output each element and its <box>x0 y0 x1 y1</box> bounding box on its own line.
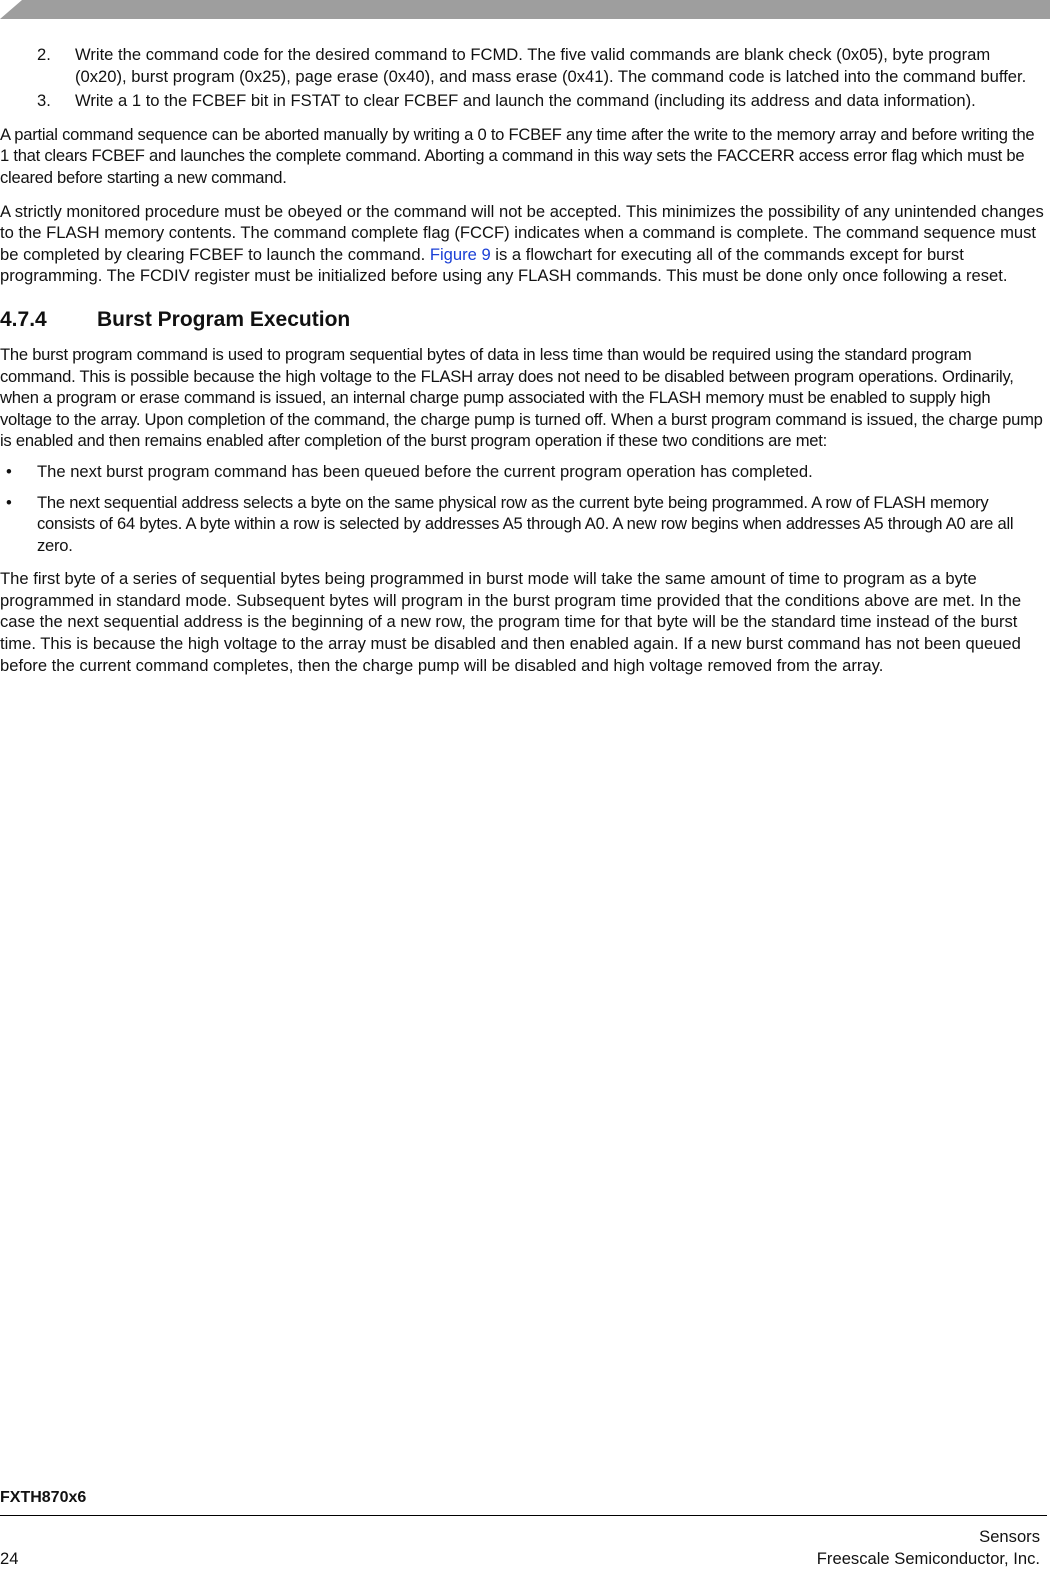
step-number: 2. <box>37 45 51 64</box>
footer-divider <box>0 1515 1047 1516</box>
bullet-text: The next sequential address selects a byte on the same physical row as the current byte being programmed. A row of FLASH memory consists of 64 bytes. A byte within a row is selected by addresses A5 through A0. A new row begins when addresses A5 through A0 are all zero. <box>37 492 1014 555</box>
header-bar <box>0 0 1050 19</box>
step-number: 3. <box>37 91 51 111</box>
bullet-item <box>0 492 1045 557</box>
footer-category: Sensors <box>979 1527 1040 1546</box>
page-body <box>0 44 1045 676</box>
step-text: Write a 1 to the FCBEF bit in FSTAT to clear FCBEF and launch the command (including its address and data information). <box>75 91 976 111</box>
paragraph-procedure <box>0 201 1045 287</box>
step-text: Write the command code for the desired command to FCMD. The five valid commands are blank check (0x05), byte program (0x20), burst program (0x25), page erase (0x40), and mass erase (0x41). The command code is latched into the command buffer. <box>75 45 1027 86</box>
bullet-text: The next burst program command has been queued before the current program operation has completed. <box>37 461 813 481</box>
bullet-mark: • <box>6 492 12 512</box>
page-number: 24 <box>0 1549 19 1568</box>
footer-doc-title: FXTH870x6 <box>0 1489 87 1506</box>
paragraph-burst-intro: The burst program command is used to program sequential bytes of data in less time than would be required using the standard program command. This is possible because the high voltage to the FLASH array does not need to be disabled between program operations. Ordinarily, when a program or erase command is issued, an internal charge pump associated with the FLASH memory must be enabled to supply high voltage to the array. Upon completion of the command, the charge pump is turned off. When a burst program command is issued, the charge pump is enabled and then remains enabled after completion of the burst program operation if these two conditions are met: <box>0 344 1043 451</box>
footer-company: Freescale Semiconductor, Inc. <box>816 1549 1040 1568</box>
section-number: 4.7.4 <box>0 307 47 331</box>
paragraph-text: is a flowchart for executing all of the commands except for burst programming. The FCDIV register must be initialized before using any FLASH commands. This must be done only once following a reset. <box>0 244 1008 286</box>
section-title: Burst Program Execution <box>97 307 351 331</box>
bullet-mark: • <box>6 461 12 481</box>
paragraph-abort: A partial command sequence can be aborted manually by writing a 0 to FCBEF any time after the write to the memory array and before writing the 1 that clears FCBEF and launches the complete command. Aborting a command in this way sets the FACCERR access error flag which must be cleared before starting a new command. <box>0 124 1035 187</box>
step-2 <box>0 44 1045 87</box>
bullet-item <box>0 461 1045 483</box>
section-heading <box>0 307 1045 333</box>
paragraph-burst-timing: The first byte of a series of sequential bytes being programmed in burst mode will take the same amount of time to program as a byte programmed in standard mode. Subsequent bytes will program in the burst program time provided that the conditions above are met. In the case the next sequential address is the beginning of a new row, the program time for that byte will be the standard time instead of the burst time. This is because the high voltage to the array must be disabled and then enabled again. If a new burst command has not been queued before the current command completes, then the charge pump will be disabled and high voltage removed from the array. <box>0 569 1022 675</box>
step-3 <box>0 90 1045 112</box>
figure-9-link[interactable]: Figure 9 <box>429 244 491 264</box>
footer-right-block <box>817 1526 1040 1570</box>
paragraph-text: A strictly monitored procedure must be obeyed or the command will not be accepted. This minimizes the possibility of any unintended changes to the FLASH memory contents. The command complete flag (FCCF) indicates when a command is complete. The command sequence must be completed by clearing FCBEF to launch the command. <box>0 201 1044 264</box>
